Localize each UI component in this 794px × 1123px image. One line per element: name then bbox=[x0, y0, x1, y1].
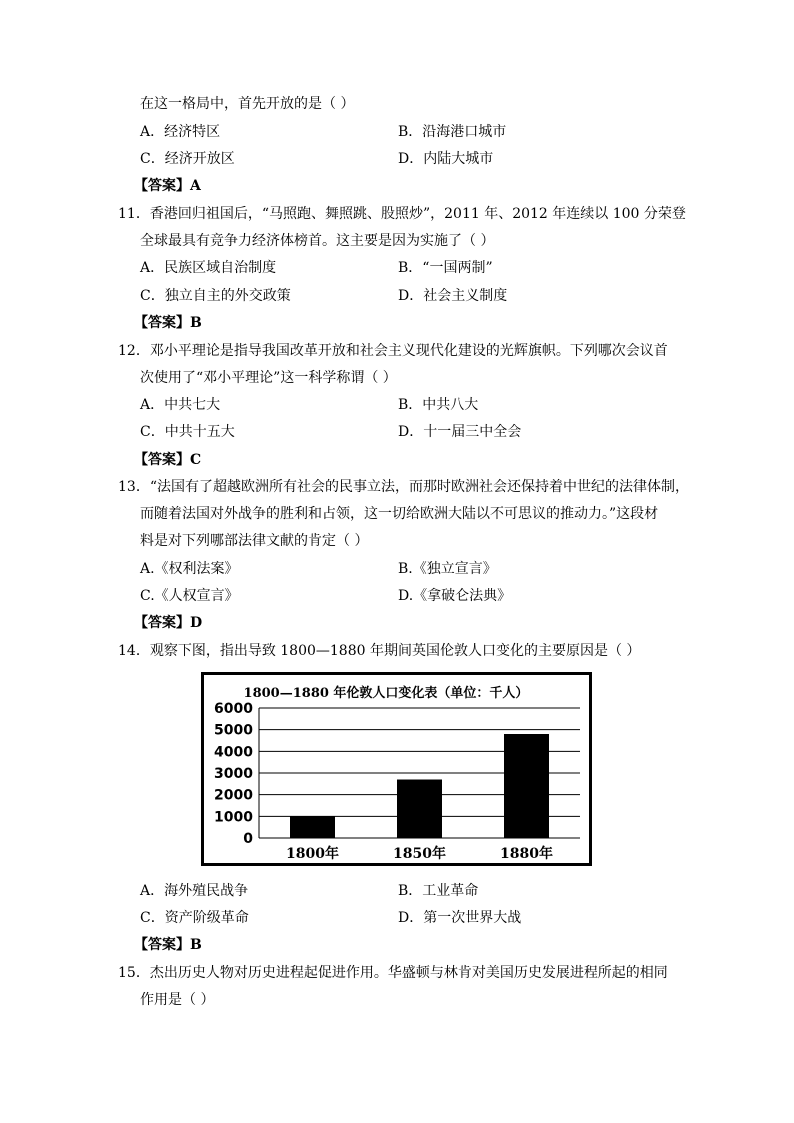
option-a: A．经济特区 bbox=[140, 124, 221, 140]
y-tick-label: 2000 bbox=[214, 787, 253, 804]
y-tick-label: 0 bbox=[243, 831, 253, 847]
x-tick-label: 1880年 bbox=[500, 846, 553, 862]
option-c: C．独立自主的外交政策 bbox=[140, 288, 291, 304]
option-b: B．工业革命 bbox=[398, 883, 479, 899]
option-c: C．经济开放区 bbox=[140, 151, 235, 167]
y-tick-label: 5000 bbox=[214, 722, 253, 739]
option-c: C．资产阶级革命 bbox=[140, 910, 249, 926]
answer: 【答案】A bbox=[134, 178, 201, 194]
option-d: D．内陆大城市 bbox=[398, 151, 494, 167]
question-text: 全球最具有竞争力经济体榜首。这主要是因为实施了（ ） bbox=[140, 233, 495, 249]
bar bbox=[504, 734, 549, 838]
answer: 【答案】C bbox=[134, 452, 202, 468]
answer: 【答案】B bbox=[134, 937, 202, 953]
option-b: B.《独立宣言》 bbox=[398, 561, 497, 577]
option-b: B．“一国两制” bbox=[398, 260, 493, 276]
question-text: 15．杰出历史人物对历史进程起促进作用。华盛顿与林肯对美国历史发展进程所起的相同 bbox=[118, 965, 668, 981]
option-c: C.《人权宣言》 bbox=[140, 588, 239, 604]
question-text: 12．邓小平理论是指导我国改革开放和社会主义现代化建设的光辉旗帜。下列哪次会议首 bbox=[118, 343, 668, 359]
option-b: B．中共八大 bbox=[398, 397, 479, 413]
option-a: A．民族区域自治制度 bbox=[140, 260, 277, 276]
answer: 【答案】D bbox=[134, 615, 203, 631]
chart-title: 1800—1880 年伦敦人口变化表（单位：千人） bbox=[243, 686, 529, 701]
option-a: A．中共七大 bbox=[140, 397, 221, 413]
option-d: D.《拿破仑法典》 bbox=[398, 588, 512, 604]
question-text: 11．香港回归祖国后，“马照跑、舞照跳、股照炒”，2011 年、2012 年连续以 100 分荣登 bbox=[118, 206, 686, 222]
option-d: D．十一届三中全会 bbox=[398, 424, 522, 440]
option-b: B．沿海港口城市 bbox=[398, 124, 507, 140]
option-d: D．第一次世界大战 bbox=[398, 910, 522, 926]
question-text: 作用是（ ） bbox=[140, 992, 215, 1008]
question-text: 料是对下列哪部法律文献的肯定（ ） bbox=[140, 533, 369, 549]
option-a: A．海外殖民战争 bbox=[140, 883, 249, 899]
question-text: 13．“法国有了超越欧洲所有社会的民事立法，而那时欧洲社会还保持着中世纪的法律体制， bbox=[118, 479, 689, 495]
option-c: C．中共十五大 bbox=[140, 424, 235, 440]
option-a: A.《权利法案》 bbox=[140, 561, 239, 577]
bar bbox=[290, 816, 335, 838]
x-tick-label: 1850年 bbox=[393, 846, 446, 862]
question-text: 在这一格局中，首先开放的是（ ） bbox=[140, 96, 355, 112]
question-text: 14．观察下图，指出导致 1800—1880 年期间英国伦敦人口变化的主要原因是（ ） bbox=[118, 643, 641, 659]
y-tick-label: 6000 bbox=[214, 701, 253, 717]
bar bbox=[397, 780, 442, 839]
y-tick-label: 3000 bbox=[214, 766, 253, 782]
answer: 【答案】B bbox=[134, 315, 202, 331]
y-tick-label: 4000 bbox=[214, 744, 253, 761]
y-tick-label: 1000 bbox=[214, 809, 253, 826]
option-d: D．社会主义制度 bbox=[398, 288, 508, 304]
question-text: 次使用了“邓小平理论”这一科学称谓（ ） bbox=[140, 370, 397, 386]
x-tick-label: 1800年 bbox=[286, 846, 339, 862]
population-chart bbox=[201, 672, 592, 866]
question-text: 而随着法国对外战争的胜利和占领，这一切给欧洲大陆以不可思议的推动力。”这段材 bbox=[140, 506, 659, 522]
